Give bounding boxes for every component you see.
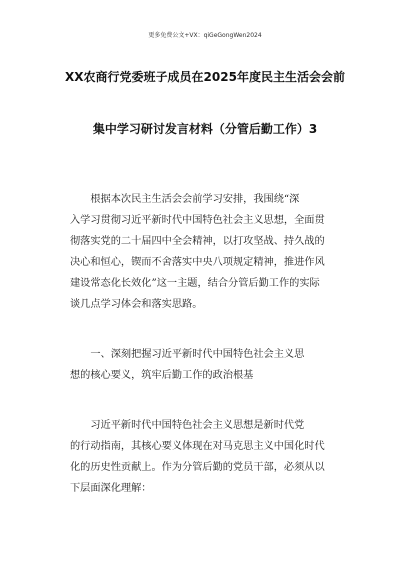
paragraph-line: 的行动指南，其核心要义体现在对马克思主义中国化时代 xyxy=(70,441,325,452)
paragraph-line: 下层面深化理解： xyxy=(70,483,152,494)
paragraph-intro xyxy=(70,189,360,315)
paragraph-line: 入学习贯彻习近平新时代中国特色社会主义思想，全面贯 xyxy=(70,215,325,226)
paragraph-line: 决心和恒心，锲而不舍落实中央八项规定精神，推进作风 xyxy=(70,257,325,268)
section-heading-1 xyxy=(70,344,360,386)
paragraph-line: 习近平新时代中国特色社会主义思想是新时代党 xyxy=(70,420,305,431)
paragraph-line: 谈几点学习体会和落实思路。 xyxy=(70,299,203,310)
paragraph-line: 建设常态化长效化”这一主题，结合分管后勤工作的实际 xyxy=(70,278,320,289)
header-note: 更多免费公文+VX：qiGeGongWen2024 xyxy=(148,32,262,39)
heading-line: 想的核心要义，筑牢后勤工作的政治根基 xyxy=(70,370,254,381)
paragraph-body xyxy=(70,415,360,499)
paragraph-line: 彻落实党的二十届四中全会精神，以打攻坚战、持久战的 xyxy=(70,236,325,247)
paragraph-line: 根据本次民主生活会会前学习安排，我围绕“深 xyxy=(70,194,300,205)
paragraph-line: 化的历史性贡献上。作为分管后勤的党员干部，必须从以 xyxy=(70,462,325,473)
heading-line: 一、深刻把握习近平新时代中国特色社会主义思 xyxy=(70,349,305,360)
document-title-line-2: 集中学习研讨发言材料（分管后勤工作）3 xyxy=(92,122,318,136)
document-title-line-1: XX农商行党委班子成员在2025年度民主生活会会前 xyxy=(65,70,345,84)
